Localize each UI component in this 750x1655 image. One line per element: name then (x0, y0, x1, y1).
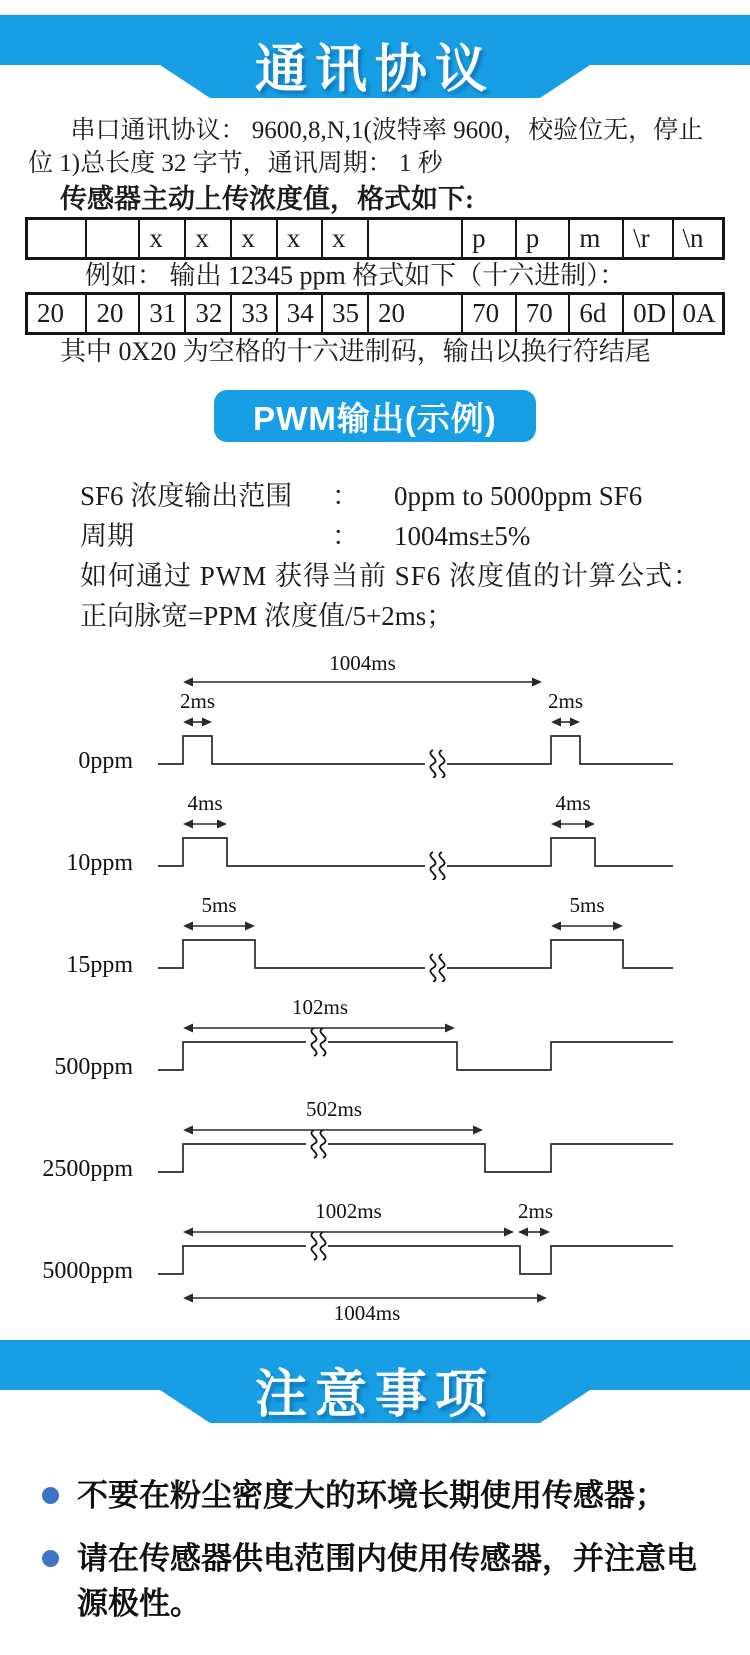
byte-cell: \n (673, 219, 724, 259)
break-mark (311, 1130, 325, 1158)
byte-cell: 70 (462, 294, 516, 334)
break-mark (311, 1232, 325, 1260)
spec-row (80, 516, 750, 556)
byte-cell: 33 (231, 294, 276, 334)
example-table (25, 292, 725, 335)
break-mark (430, 954, 444, 982)
waveform-row-5000ppm (15, 1200, 695, 1326)
byte-cell: x (185, 219, 231, 259)
high-duration-arrow (183, 1228, 514, 1237)
spec-row (80, 476, 750, 516)
notice-item (42, 1473, 708, 1518)
time-label: 4ms (555, 792, 591, 815)
pulse-arrow (183, 820, 227, 829)
waveform-path (158, 1144, 673, 1172)
byte-cell: 70 (516, 294, 570, 334)
example-caption: 例如： 输出 12345 ppm 格式如下（十六进制）： (85, 261, 626, 290)
break-mark (311, 1028, 325, 1056)
byte-cell: 6d (569, 294, 623, 334)
waveform-label: 15ppm (66, 952, 133, 978)
notice-text: 不要在粉尘密度大的环境长期使用传感器； (77, 1478, 666, 1513)
byte-cell (86, 219, 139, 259)
spec-label: 周期 (80, 521, 134, 551)
byte-cell: p (462, 219, 516, 259)
spec-value: 0ppm to 5000ppm SF6 (394, 481, 643, 511)
waveform-label: 5000ppm (42, 1258, 133, 1284)
time-label: 2ms (179, 689, 216, 713)
pulse-arrow (183, 718, 212, 727)
banner-notice-title: 注意事项 (254, 1366, 495, 1424)
banner-protocol-title: 通讯协议 (254, 41, 495, 99)
waveform-path (158, 940, 673, 968)
byte-cell: 34 (277, 294, 322, 334)
waveform-row-0ppm (15, 650, 695, 778)
spec-colon: ： (332, 481, 359, 511)
waveform-label: 0ppm (78, 748, 133, 774)
byte-cell: 0A (673, 294, 724, 334)
waveform-label: 2500ppm (42, 1156, 133, 1182)
byte-cell: 20 (368, 294, 462, 334)
high-duration-arrow (183, 1126, 483, 1135)
waveform-label: 500ppm (54, 1054, 133, 1080)
formula-intro: 如何通过 PWM 获得当前 SF6 浓度值的计算公式： (80, 561, 702, 591)
time-label: 1002ms (315, 1200, 382, 1223)
bullet-dot-icon (42, 1487, 59, 1504)
byte-cell: 35 (322, 294, 368, 334)
notice-item (42, 1536, 708, 1626)
byte-cell: x (322, 219, 368, 259)
low-duration-arrow (518, 1228, 550, 1237)
formula: 正向脉宽=PPM 浓度值/5+2ms； (80, 601, 454, 631)
break-mark (430, 750, 444, 778)
pwm-specs (80, 476, 750, 556)
upload-note: 传感器主动上传浓度值，格式如下: (60, 184, 474, 214)
byte-cell: 20 (86, 294, 139, 334)
waveform-row-2500ppm (15, 1098, 695, 1186)
time-label: 2ms (547, 689, 584, 713)
pulse-arrow (183, 922, 255, 931)
period-label: 1004ms (329, 651, 396, 675)
time-label: 5ms (569, 894, 605, 917)
bullet-dot-icon (42, 1550, 59, 1567)
pwm-banner: PWM输出(示例) (214, 390, 536, 442)
high-duration-arrow (183, 1024, 455, 1033)
pulse-arrow (551, 718, 580, 727)
byte-cell: p (516, 219, 570, 259)
byte-cell: 32 (185, 294, 231, 334)
byte-cell: \r (623, 219, 672, 259)
waveform-path (158, 736, 673, 764)
waveform-path (158, 838, 673, 866)
banner-notice (0, 1340, 750, 1423)
byte-cell: 0D (623, 294, 672, 334)
serial-intro: 串口通讯协议： 9600,8,N,1(波特率 9600，校验位无，停止位 1)总长度 32 字节，通讯周期： 1 秒 (28, 117, 704, 177)
byte-cell (368, 219, 462, 259)
waveform-row-500ppm (15, 996, 695, 1084)
pulse-arrow (551, 922, 623, 931)
notice-list (42, 1473, 708, 1626)
spec-value: 1004ms±5% (394, 521, 531, 551)
time-label: 5ms (201, 894, 237, 917)
pwm-timing-diagram (0, 650, 750, 1326)
notice-text: 请在传感器供电范围内使用传感器，并注意电源极性。 (77, 1541, 697, 1621)
period-arrow (183, 678, 542, 687)
format-table-row (27, 219, 724, 259)
time-label: 102ms (291, 996, 349, 1019)
example-table-row (27, 294, 724, 334)
time-label: 4ms (187, 792, 223, 815)
byte-cell: x (231, 219, 276, 259)
byte-cell: x (277, 219, 322, 259)
byte-cell: 20 (27, 294, 87, 334)
waveform-label: 10ppm (66, 850, 133, 876)
byte-cell: m (569, 219, 623, 259)
spec-colon: ： (332, 521, 359, 551)
time-label: 2ms (517, 1200, 554, 1223)
break-mark (430, 852, 444, 880)
time-label: 502ms (305, 1098, 363, 1121)
waveform-row-10ppm (15, 792, 695, 880)
pulse-arrow (551, 820, 595, 829)
hex-note: 其中 0X20 为空格的十六进制码，输出以换行符结尾 (60, 337, 651, 366)
waveform-row-15ppm (15, 894, 695, 982)
period-label: 1004ms (333, 1301, 401, 1325)
byte-cell (27, 219, 87, 259)
waveform-path (158, 1042, 673, 1070)
spec-label: SF6 浓度输出范围 (80, 481, 293, 511)
format-table (25, 217, 725, 260)
byte-cell: x (139, 219, 185, 259)
byte-cell: 31 (139, 294, 185, 334)
banner-protocol (0, 15, 750, 98)
waveform-path (158, 1246, 673, 1274)
